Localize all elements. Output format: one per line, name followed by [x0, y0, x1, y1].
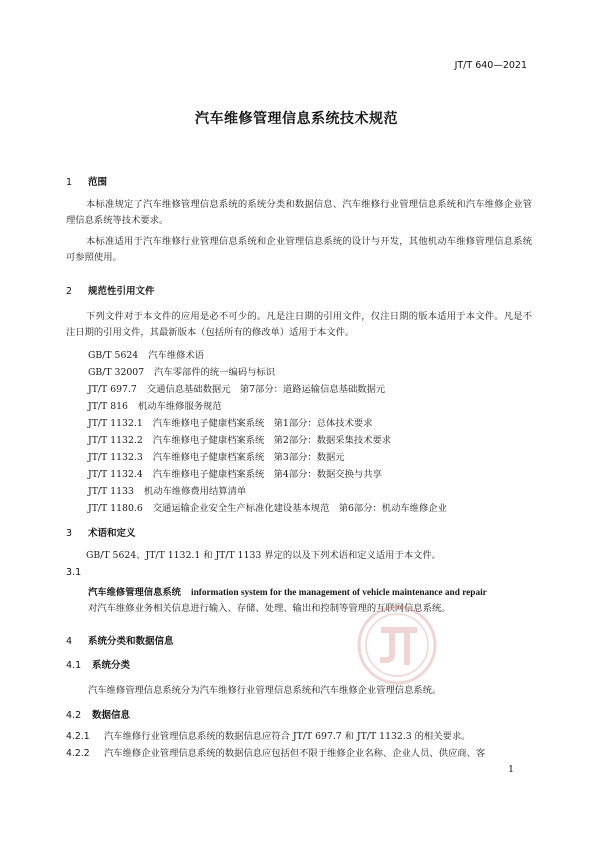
section-title: 规范性引用文件 — [88, 286, 155, 297]
section-title: 系统分类和数据信息 — [88, 636, 174, 647]
term-definition: 对汽车维修业务相关信息进行输入、存储、处理、输出和控制等管理的互联网信息系统。 — [88, 603, 451, 614]
reference-title: 交通运输企业安全生产标准化建设基本规范 第6部分：机动车维修企业 — [152, 503, 447, 514]
section-3-heading — [66, 525, 136, 539]
subsection-4-1-heading — [66, 657, 130, 671]
section-number: 1 — [66, 177, 73, 188]
reference-code: JT/T 1132.4 — [88, 469, 143, 480]
clause-text: 汽车维修行业管理信息系统的数据信息应符合 JT/T 697.7 和 JT/T 1132.3 的相关要求。 — [104, 731, 471, 742]
reference-code: GB/T 5624 — [88, 350, 139, 361]
reference-title: 汽车维修术语 — [148, 350, 205, 361]
clause-number: 4.2.1 — [66, 731, 90, 742]
reference-item — [88, 466, 382, 480]
reference-title: 机动车维修费用结算清单 — [143, 486, 247, 497]
clause-text: 汽车维修企业管理信息系统的数据信息应包括但不限于维修企业名称、企业人员、供应商、客 — [104, 748, 486, 759]
reference-code: JT/T 816 — [88, 401, 128, 412]
clause-4-2-2 — [66, 745, 485, 759]
section-1-heading — [66, 174, 107, 188]
reference-item — [88, 415, 373, 429]
section-2-heading — [66, 283, 155, 297]
reference-code: JT/T 1132.2 — [88, 435, 143, 446]
section-4-heading — [66, 633, 174, 647]
reference-code: JT/T 1132.1 — [88, 418, 143, 429]
document-title: 汽车维修管理信息系统技术规范 — [195, 111, 398, 127]
reference-code: JT/T 1132.3 — [88, 452, 143, 463]
section-title: 范围 — [88, 177, 108, 188]
reference-code: GB/T 32007 — [88, 367, 145, 378]
subsection-title: 系统分类 — [92, 660, 131, 671]
reference-title: 汽车维修电子健康档案系统 第2部分：数据采集技术要求 — [152, 435, 392, 446]
reference-title: 交通信息基础数据元 第7部分：道路运输信息基础数据元 — [146, 384, 386, 395]
reference-code: JT/T 1180.6 — [88, 503, 143, 514]
jt-seal-icon — [356, 604, 438, 686]
clause-4-2-1 — [66, 728, 470, 742]
section-number: 4 — [66, 636, 73, 647]
section-title: 术语和定义 — [88, 528, 136, 539]
reference-title: 汽车维修电子健康档案系统 第3部分：数据元 — [152, 452, 345, 463]
reference-title: 机动车维修服务规范 — [137, 401, 222, 412]
reference-item — [88, 381, 385, 395]
page-number: 1 — [507, 764, 514, 775]
reference-item — [88, 347, 204, 361]
reference-item — [88, 364, 275, 378]
section-number: 2 — [66, 286, 73, 297]
section-number: 3 — [66, 528, 73, 539]
reference-title: 汽车零部件的统一编码与标识 — [154, 367, 275, 378]
reference-title: 汽车维修电子健康档案系统 第4部分：数据交换与共享 — [152, 469, 382, 480]
classification-text: 汽车维修管理信息系统分为汽车维修行业管理信息系统和汽车维修企业管理信息系统。 — [88, 685, 442, 696]
clause-number: 4.2.2 — [66, 748, 90, 759]
references-intro: 下列文件对于本文件的应用是必不可少的。凡是注日期的引用文件，仅注日期的版本适用于本文件。凡是不注日期的引用文件，其最新版本（包括所有的修改单）适用于本文件。 — [66, 311, 532, 338]
subsection-number: 4.1 — [66, 660, 82, 671]
reference-item — [88, 432, 391, 446]
jt-watermark-logo — [356, 604, 438, 686]
reference-item — [88, 483, 246, 497]
reference-item — [88, 398, 222, 412]
reference-title: 汽车维修电子健康档案系统 第1部分：总体技术要求 — [152, 418, 373, 429]
subsection-4-2-heading — [66, 707, 130, 721]
scope-paragraph-1: 本标准规定了汽车维修管理信息系统的系统分类和数据信息、汽车维修行业管理信息系统和汽车维修企业管理信息系统等技术要求。 — [66, 199, 532, 226]
standard-number: JT/T 640—2021 — [454, 60, 527, 71]
scope-paragraph-2: 本标准适用于汽车维修行业管理信息系统和企业管理信息系统的设计与开发，其他机动车维修管理信息系统可参照使用。 — [66, 236, 532, 263]
term-entry — [88, 584, 487, 598]
term-chinese: 汽车维修管理信息系统 — [88, 587, 181, 598]
subsection-title: 数据信息 — [92, 710, 131, 721]
terms-intro: GB/T 5624、JT/T 1132.1 和 JT/T 1133 界定的以及下列术语和定义适用于本文件。 — [86, 550, 441, 561]
reference-item — [88, 500, 447, 514]
reference-code: JT/T 697.7 — [88, 384, 137, 395]
term-number: 3.1 — [66, 567, 82, 578]
reference-item — [88, 449, 345, 463]
term-english: information system for the management of vehicle maintenance and repair — [190, 588, 487, 598]
subsection-number: 4.2 — [66, 710, 82, 721]
reference-code: JT/T 1133 — [88, 486, 134, 497]
